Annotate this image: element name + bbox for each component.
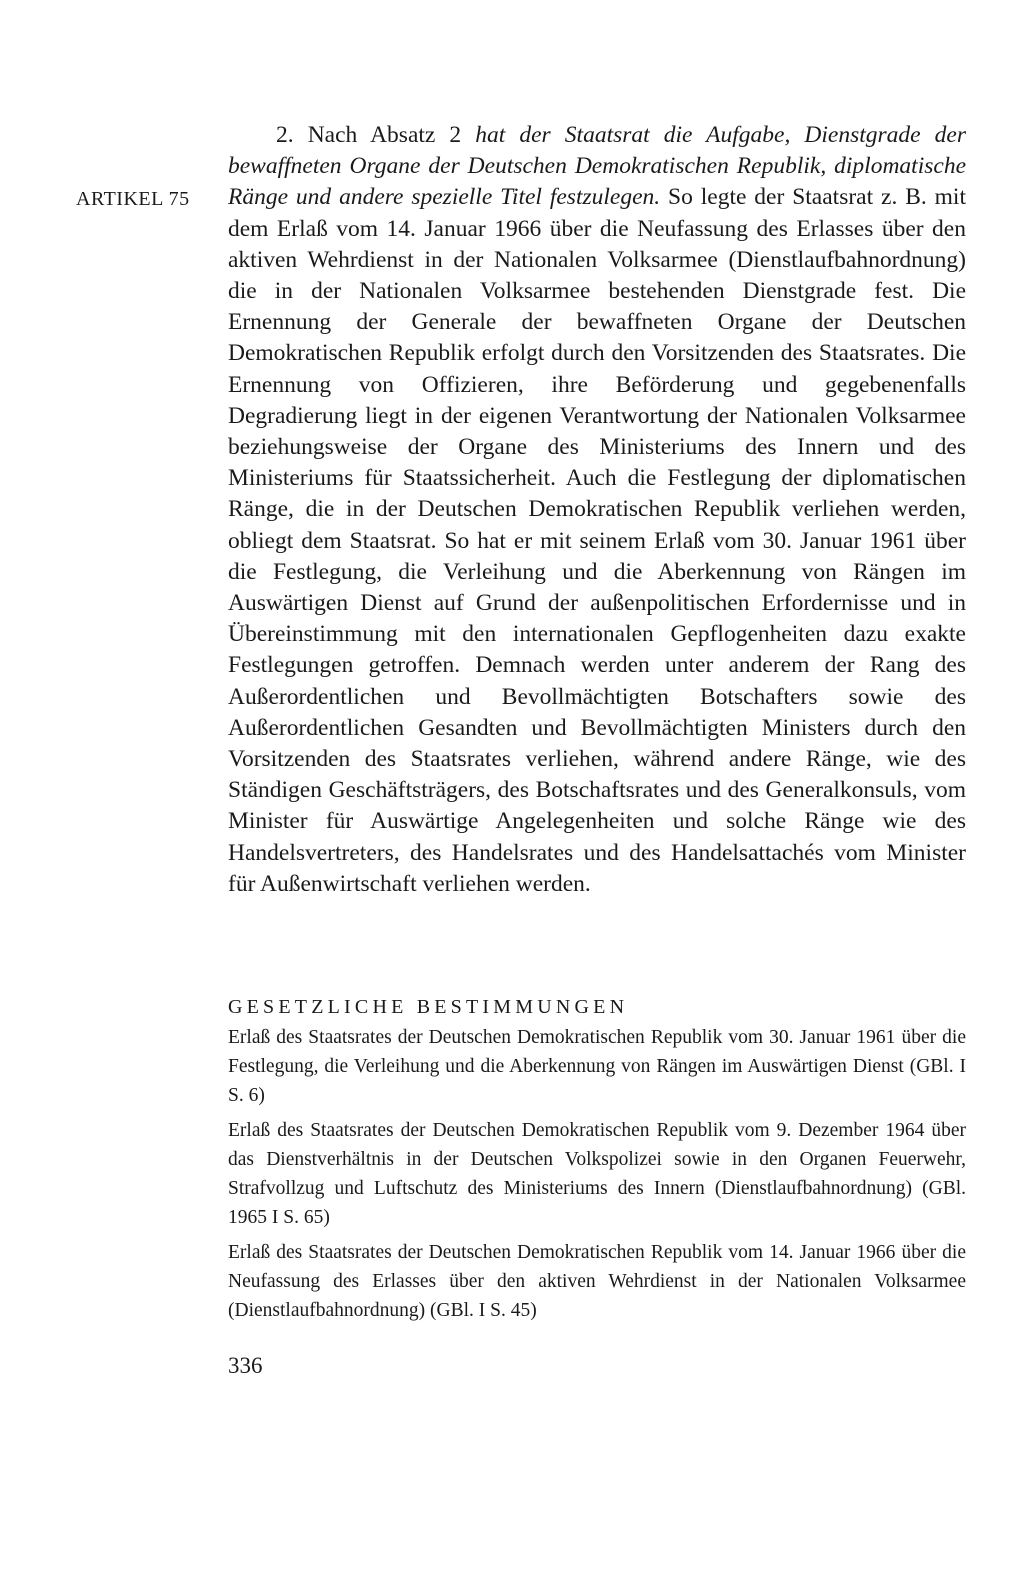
article-margin-label: ARTIKEL 75 [76,188,190,210]
legal-entry: Erlaß des Staatsrates der Deutschen Demokratischen Republik vom 14. Januar 1966 über die Neufassung des Erlasses über den aktiven Wehrdienst in der Nationalen Volksarmee (Dienstlaufbahnordnung) (GBl. I S. 45) [228,1242,966,1321]
legal-provisions-heading: GESETZLICHE BESTIMMUNGEN [228,996,629,1018]
paragraph-italic-phrase: hat der Staatsrat die Aufgabe, Dienstgrade der bewaffneten Organe der Deutschen Demokratischen Republik, diplomatische Ränge und andere spezielle Titel festzulegen. [228,122,966,211]
main-text-block [228,120,966,900]
paragraph-body: So legte der Staatsrat z. B. mit dem Erlaß vom 14. Januar 1966 über die Neufassung des Erlasses über den aktiven Wehrdienst in der Nationalen Volksarmee (Dienstlaufbahnordnung) die in der Nationalen Volksarmee bestehenden Dienstgrade fest. Die Ernennung der Generale der bewaffneten Organe der Deutschen Demokratischen Republik erfolgt durch den Vorsitzenden des Staatsrates. Die Ernennung von Offizieren, ihre Beförderung und gegebenenfalls Degradierung liegt in der eigenen Verantwortung der Nationalen Volksarmee beziehungsweise der Organe des Ministeriums des Innern und des Ministeriums für Staatssicherheit. Auch die Festlegung der diplomatischen Ränge, die in der Deutschen Demokratischen Republik verliehen werden, obliegt dem Staatsrat. So hat er mit seinem Erlaß vom 30. Januar 1961 über die Festlegung, die Verleihung und die Aberkennung von Rängen im Auswärtigen Dienst auf Grund der außenpolitischen Erfordernisse und in Übereinstimmung mit den internationalen Gepflogenheiten dazu exakte Festlegungen getroffen. Demnach werden unter anderem der Rang des Außerordentlichen und Bevollmächtigten Botschafters sowie des Außerordentlichen Gesandten und Bevollmächtigten Ministers durch den Vorsitzenden des Staatsrates verliehen, während andere Ränge, wie des Ständigen Geschäftsträgers, des Botschaftsrates und des Generalkonsuls, vom Minister für Auswärtige Angelegenheiten und solche Ränge wie des Handelsvertreters, des Handelsrates und des Handelsattachés vom Minister für Außenwirtschaft verliehen werden. [228,184,966,897]
page-number: 336 [228,1353,263,1378]
legal-entry: Erlaß des Staatsrates der Deutschen Demokratischen Republik vom 30. Januar 1961 über die Festlegung, die Verleihung und die Aberkennung von Rängen im Auswärtigen Dienst (GBl. I S. 6) [228,1027,966,1106]
legal-provisions-list [228,1023,966,1331]
legal-entry: Erlaß des Staatsrates der Deutschen Demokratischen Republik vom 9. Dezember 1964 über das Dienstverhältnis in der Deutschen Volkspolizei sowie in den Organen Feuerwehr, Strafvollzug und Luftschutz des Ministeriums des Innern (Dienstlaufbahnordnung) (GBl. 1965 I S. 65) [228,1120,966,1228]
paragraph-intro: 2. Nach Absatz 2 [276,122,476,148]
main-paragraph [228,120,966,900]
